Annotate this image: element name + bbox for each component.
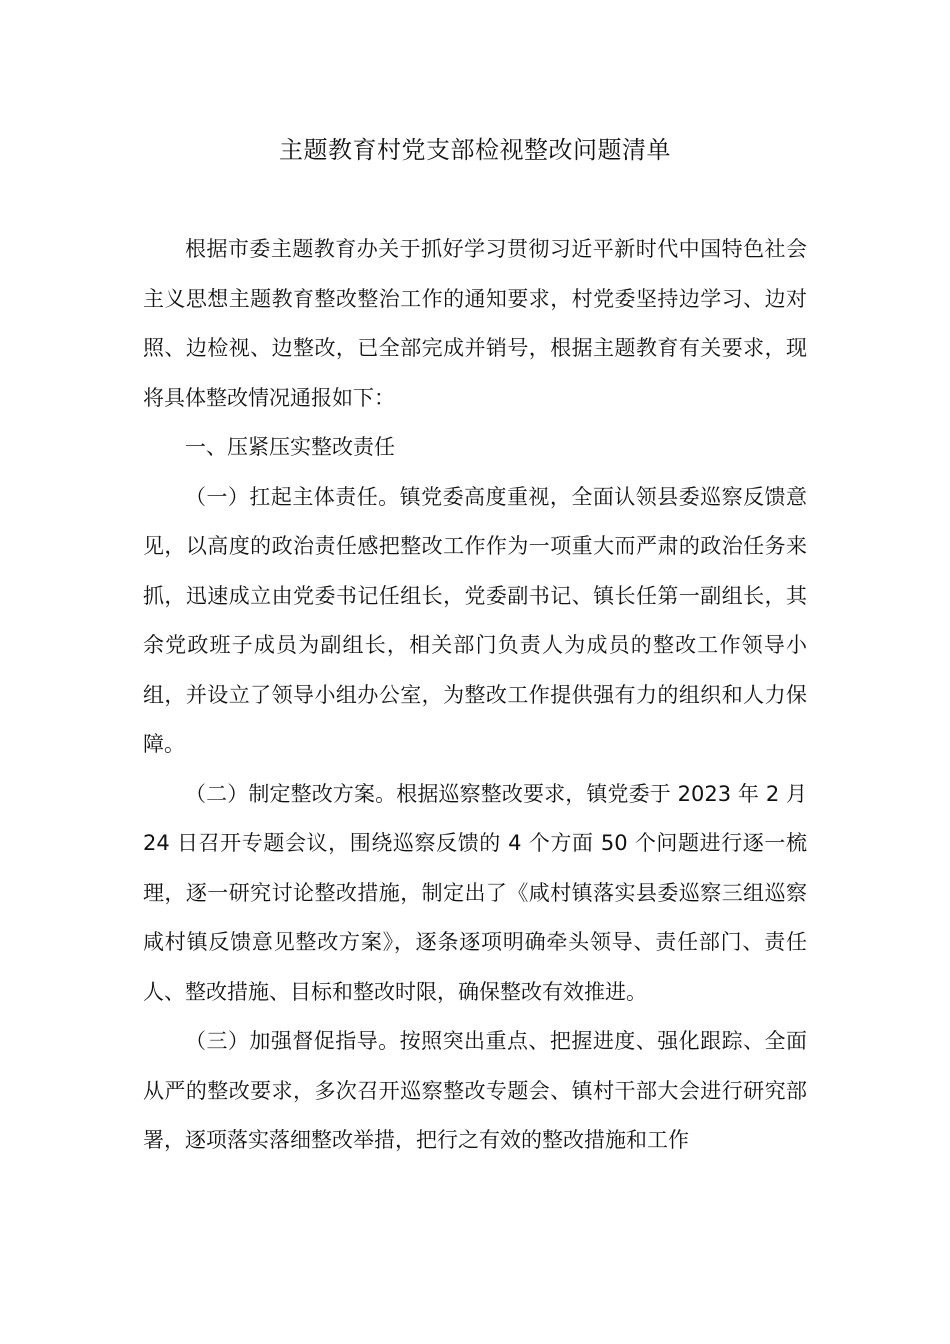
- document-title: 主题教育村党支部检视整改问题清单: [279, 136, 671, 164]
- paragraph-item-2: （二）制定整改方案。根据巡察整改要求，镇党委于 2023 年 2 月 24 日召开专题会议，围绕巡察反馈的 4 个方面 50 个问题进行逐一梳理，逐一研究讨论整改措施，制定出了《咸村镇落实县委巡察三组巡察咸村镇反馈意见整改方案》，逐条逐项明确牵头领导、责任部门、责任人、整改措施、目标和整改时限，确保整改有效推进。: [143, 781, 807, 1004]
- paragraph-item-1: （一）扛起主体责任。镇党委高度重视，全面认领县委巡察反馈意见，以高度的政治责任感把整改工作作为一项重大而严肃的政治任务来抓，迅速成立由党委书记任组长，党委副书记、镇长任第一副组长，其余党政班子成员为副组长，相关部门负责人为成员的整改工作领导小组，并设立了领导小组办公室，为整改工作提供强有力的组织和人力保障。: [143, 484, 807, 756]
- intro-paragraph: 根据市委主题教育办关于抓好学习贯彻习近平新时代中国特色社会主义思想主题教育整改整治工作的通知要求，村党委坚持边学习、边对照、边检视、边整改，已全部完成并销号，根据主题教育有关要求，现将具体整改情况通报如下：: [143, 237, 807, 410]
- paragraph-item-3: （三）加强督促指导。按照突出重点、把握进度、强化跟踪、全面从严的整改要求，多次召开巡察整改专题会、镇村干部大会进行研究部署，逐项落实落细整改举措，把行之有效的整改措施和工作: [143, 1029, 807, 1152]
- section-heading-1: 一、压紧压实整改责任: [185, 435, 395, 459]
- document-body: [143, 225, 807, 1166]
